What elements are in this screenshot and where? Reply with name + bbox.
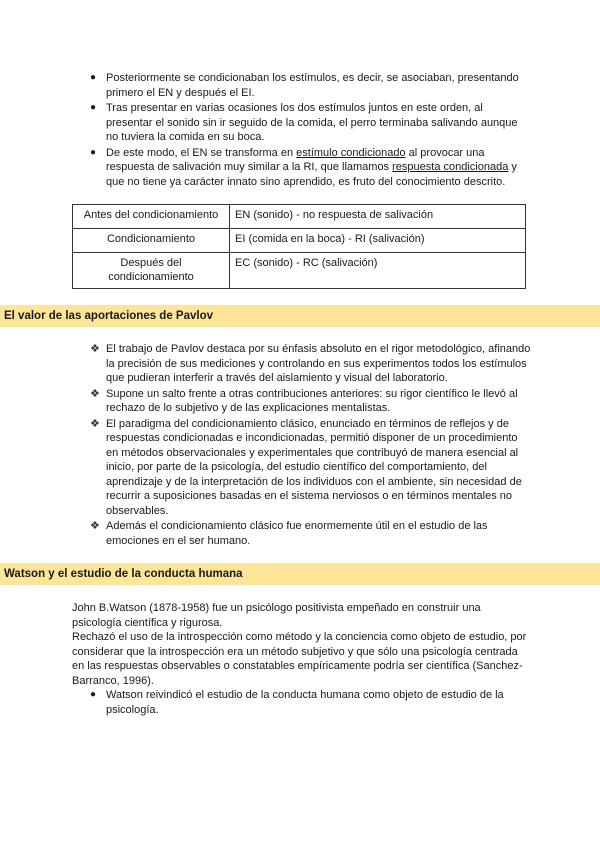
bullet-dot-icon: ● — [90, 146, 97, 158]
bullet-dot-icon: ● — [90, 689, 97, 700]
diamond-bullet-icon: ❖ — [90, 417, 100, 430]
table-row — [73, 229, 526, 253]
table-cell-desc: EC (sonido) - RC (salivación) — [230, 253, 526, 289]
list-item: ❖ Supone un salto frente a otras contribuciones anteriores: su rigor científico le llevó al rechazo de lo subjetivo y de las explicaciones mentalistas. — [90, 387, 518, 414]
underlined-term: respuesta condicionada — [392, 161, 509, 173]
table-row — [73, 253, 526, 289]
paragraph: Rechazó el uso de la introspección como método y la conciencia como objeto de estudio, por considerar que la introspección era un método subjetivo y que sólo una psicología centrada en las respuestas observables o constatables empíricamente podría ser científica (Sanchez-Barranco, 1996). — [72, 631, 527, 687]
diamond-bullet-icon: ❖ — [90, 387, 100, 400]
pavlov-bullet-list — [86, 342, 532, 549]
table-cell-phase: Condicionamiento — [73, 229, 230, 253]
diamond-bullet-icon: ❖ — [90, 343, 100, 355]
table-cell-phase: Después del condicionamiento — [73, 253, 230, 289]
list-item: ❖ El paradigma del condicionamiento clásico, enunciado en términos de reflejos y de respuestas condicionadas e incondicionadas, permitió disponer de un procedimiento en métodos observacionales y experimentales que contribuyó de manera esencial al inicio, por parte de la psicología, del estudio científico del comportamiento, del aprendizaje y de la interpretación de los individuos con el ambiente, sin necesidad de recurrir a suposiciones basadas en el sistema nerviosos o en términos mentales no observables. — [90, 417, 522, 517]
list-item: ● De este modo, el EN se transforma en estímulo condicionado al provocar una respuesta de salivación muy similar a la RI, que llamamos respuesta condicionada y que no tiene ya carácter innato sino aprendido, es fruto del conocimiento descrito. — [90, 146, 517, 188]
list-item: ❖ El trabajo de Pavlov destaca por su énfasis absoluto en el rigor metodológico, afinando la precisión de sus mediciones y controlando en sus experimentos todos los estímulos que pudieran interferir a través del aislamiento y visual del laboratorio. — [90, 343, 531, 384]
list-item: ❖ Además el condicionamiento clásico fue enormemente útil en el estudio de las emociones en el ser humano. — [90, 520, 488, 547]
list-item: ● Tras presentar en varias ocasiones los dos estímulos juntos en este orden, al presentar el sonido sin ir seguido de la comida, el perro terminaba salivando aunque no tuviera la comida en su boca. — [90, 102, 518, 143]
diamond-bullet-icon: ❖ — [90, 520, 100, 532]
bullet-dot-icon: ● — [90, 102, 97, 113]
list-item: ● Posteriormente se condicionaban los estímulos, es decir, se asociaban, presentando primero el EN y después el EI. — [90, 72, 519, 99]
list-item: ● Watson reivindicó el estudio de la conducta humana como objeto de estudio de la psicología. — [90, 689, 504, 716]
section-heading-pavlov: El valor de las aportaciones de Pavlov — [0, 305, 600, 327]
bullet-dot-icon: ● — [90, 72, 97, 83]
table-cell-desc: EN (sonido) - no respuesta de salivación — [230, 205, 526, 229]
table-cell-phase: Antes del condicionamiento — [73, 205, 230, 229]
watson-body — [72, 601, 530, 718]
conditioning-table — [72, 204, 526, 289]
table-row — [73, 205, 526, 229]
underlined-term: estímulo condicionado — [296, 146, 406, 159]
section-heading-watson: Watson y el estudio de la conducta humana — [0, 563, 600, 585]
table-cell-desc: EI (comida en la boca) - RI (salivación) — [230, 229, 526, 253]
intro-bullet-list — [86, 71, 532, 190]
paragraph: John B.Watson (1878-1958) fue un psicólogo positivista empeñado en construir una psicología científica y rigurosa. — [72, 602, 481, 629]
